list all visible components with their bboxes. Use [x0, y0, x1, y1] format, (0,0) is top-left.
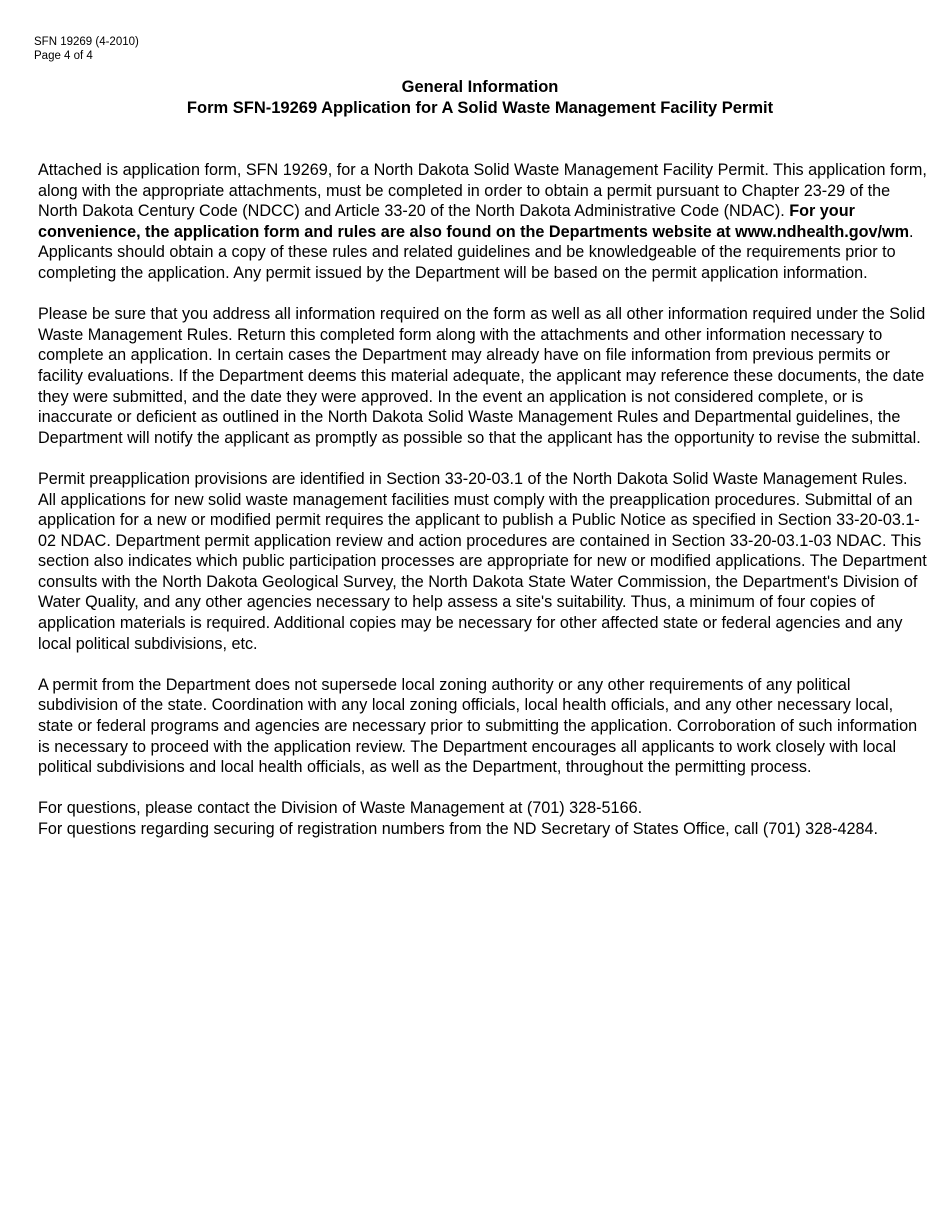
form-id: SFN 19269 (4-2010) [34, 36, 139, 48]
paragraph-local-authority: A permit from the Department does not supersede local zoning authority or any other requirements of any political subdivision of the state. Coordination with any local zoning officials, local health officials, and any other necessary local, state or federal programs and agencies are necessary prior to submitting the application. Corroboration of such information is necessary to proceed with the application review. The Department encourages all applicants to work closely with local political subdivisions and local health officials, as well as the Department, throughout the permitting process. [38, 675, 918, 777]
page-header [34, 35, 139, 63]
paragraph-intro-text-cont: . Applicants should obtain a copy of these rules and related guidelines and be knowledgeable of the requirements prior to completing the application. Any permit issued by the Department will be based on the permit application information. [38, 222, 914, 282]
website-notice: For your convenience, the application form and rules are also found on the Departments website at www.ndhealth.gov/wm [38, 202, 909, 241]
paragraph-intro [38, 160, 928, 284]
page-number: Page 4 of 4 [34, 50, 93, 62]
paragraph-intro-text: Attached is application form, SFN 19269, for a North Dakota Solid Waste Management Facility Permit. This application form, along with the appropriate attachments, must be completed in order to obtain a permit pursuant to Chapter 23-29 of the North Dakota Century Code (NDCC) and Article 33-20 of the North Dakota Administrative Code (NDAC). [38, 161, 927, 221]
paragraph-preapplication: Permit preapplication provisions are identified in Section 33-20-03.1 of the North Dakota Solid Waste Management Rules. All applications for new solid waste management facilities must comply with the preapplication procedures. Submittal of an application for a new or modified permit requires the applicant to publish a Public Notice as specified in Section 33-20-03.1-02 NDAC. Department permit application review and action procedures are contained in Section 33-20-03.1-03 NDAC. This section also indicates which public participation processes are appropriate for new or modified applications. The Department consults with the North Dakota Geological Survey, the North Dakota State Water Commission, the Department's Division of Water Quality, and any other agencies necessary to help assess a site's suitability. Thus, a minimum of four copies of application materials is required. Additional copies may be necessary for other affected state or federal agencies and any local political subdivisions, etc. [38, 469, 927, 653]
title-line-1: General Information [401, 78, 559, 96]
contact-waste-management: For questions, please contact the Division of Waste Management at (701) 328-5166. [38, 799, 643, 818]
title-line-2: Form SFN-19269 Application for A Solid Waste Management Facility Permit [186, 99, 774, 117]
contact-secretary-of-state: For questions regarding securing of registration numbers from the ND Secretary of States Office, call (701) 328-4284. [38, 820, 879, 838]
paragraph-requirements: Please be sure that you address all information required on the form as well as all other information required under the Solid Waste Management Rules. Return this completed form along with the attachments and other information necessary to complete an application. In certain cases the Department may already have on file information from previous permits or facility evaluations. If the Department deems this material adequate, the applicant may reference these documents, the date they were submitted, and the date they were approved. In the event an application is not considered complete, or is inaccurate or deficient as outlined in the North Dakota Solid Waste Management Rules and Departmental guidelines, the Department will notify the applicant as promptly as possible so that the applicant has the opportunity to revise the submittal. [38, 305, 926, 447]
document-body [38, 160, 928, 840]
document-title [0, 77, 950, 119]
